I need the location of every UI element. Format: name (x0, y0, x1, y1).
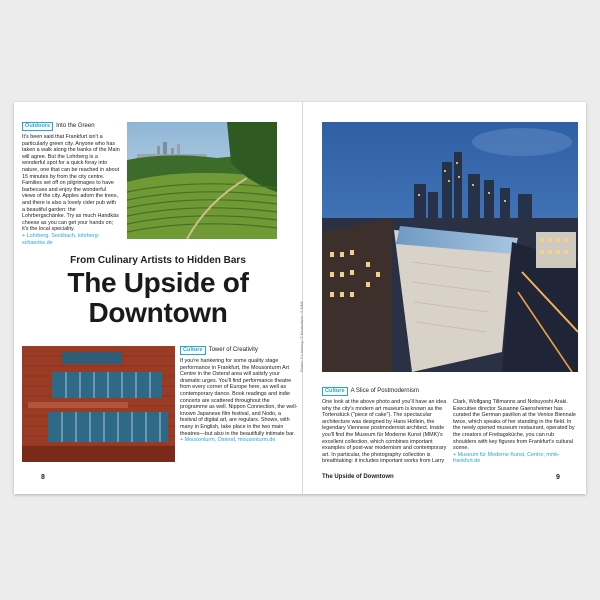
gutter-divider (302, 102, 303, 494)
mousonturm-photo (22, 346, 175, 462)
outdoors-tag: Outdoors (22, 122, 53, 131)
page-number-left: 8 (41, 474, 45, 481)
culture-right-title: A Slice of Postmodernism (350, 388, 419, 394)
running-footer: The Upside of Downtown (322, 474, 394, 480)
culture-left-link: + Mousonturm, Ostend, mousonturm.de (180, 437, 276, 444)
culture-right-tag: Culture (322, 387, 348, 396)
outdoors-section (22, 122, 120, 252)
magazine-spread (14, 102, 586, 494)
culture-left-heading (180, 346, 298, 355)
culture-right-section (322, 387, 578, 469)
city-night-photo (322, 122, 578, 372)
culture-right-body-1: One look at the above photo and you'll have an idea why the city's modern art museum is known as the Tortenstück ("piece of cake"). The spectacular architecture was designed by Hans Hollein, the legendary Viennese postmodernist architect. Inside you'll find the Museum für Moderne Kunst (MMK)'s excellent collection, which combines important examples of post-war modernism and contemporary art. In particular, the photography collection is breathtaking: it includes important works from Larry (322, 399, 447, 465)
culture-right-heading (322, 387, 578, 396)
culture-left-section (180, 346, 298, 468)
article-kicker: From Culinary Artists to Hidden Bars (70, 255, 246, 266)
culture-right-column-2 (453, 396, 578, 465)
culture-left-tag: Culture (180, 346, 206, 355)
culture-right-columns (322, 396, 578, 465)
headline-line-1: The Upside of (67, 267, 249, 298)
outdoors-heading (22, 122, 120, 131)
photo-credit: Photos: © Lohrberg / © Mousonturm / © MMK (300, 301, 304, 372)
culture-right-column-1 (322, 396, 447, 465)
outdoors-link: + Lohrberg, Seckbach, lohrberg-schaenke.de (22, 232, 100, 246)
article-headline (14, 268, 302, 328)
culture-left-title: Tower of Creativity (208, 347, 258, 353)
headline-line-2: Downtown (88, 297, 228, 328)
culture-left-body: If you're hankering for some quality stage performance in Frankfurt, the Mousonturm Art Centre in the Ostend area will satisfy your dramatic urges. You'll find performance theatre from every corner of Europe here, as well as contemporary dance. Book readings and indie concerts are scattered throughout the programme as well. Nippon Connection, the well-known Japanese film festival, and Nodo, a festival of digital art, are regulars. Shows, with many in English, take place in the two main theatres—but also in the beautifully intimate bar. (180, 358, 298, 437)
culture-right-link: + Museum für Moderne Kunst, Centre, mmk-frankfurt.de (453, 451, 560, 465)
outdoors-title: Into the Green (56, 123, 95, 129)
page-number-right: 9 (556, 474, 560, 481)
culture-right-body-2: Clark, Wolfgang Tillmanns and Nobuyoshi Araki. Executive director Susanne Gaensheimer has curated the German pavilion at the Venice Biennale twice, which speaks of her standing in the field. In the newly opened museum restaurant, operated by the creators of Freitagsküche, you can rub shoulders with key figures from Frankfurt's cultural scene. (453, 399, 576, 452)
outdoors-body: It's been said that Frankfurt isn't a particularly green city. Anyone who has taken a walk along the banks of the Main will agree. But the Lohrberg is a wonderful spot for a quick foray into nature, one that can be reached in about 15 minutes by from the city centre. Families set off on pilgrimages to have barbecues and enjoy the wonderful views of the city. Apples adorn the trees, and there is also a lovely cider pub with a beautiful garden: the Lohrbergschänke. Try as much Handkäs cheese as you can get your hands on; it's the local speciality. (22, 134, 120, 233)
vineyard-photo (127, 122, 277, 239)
